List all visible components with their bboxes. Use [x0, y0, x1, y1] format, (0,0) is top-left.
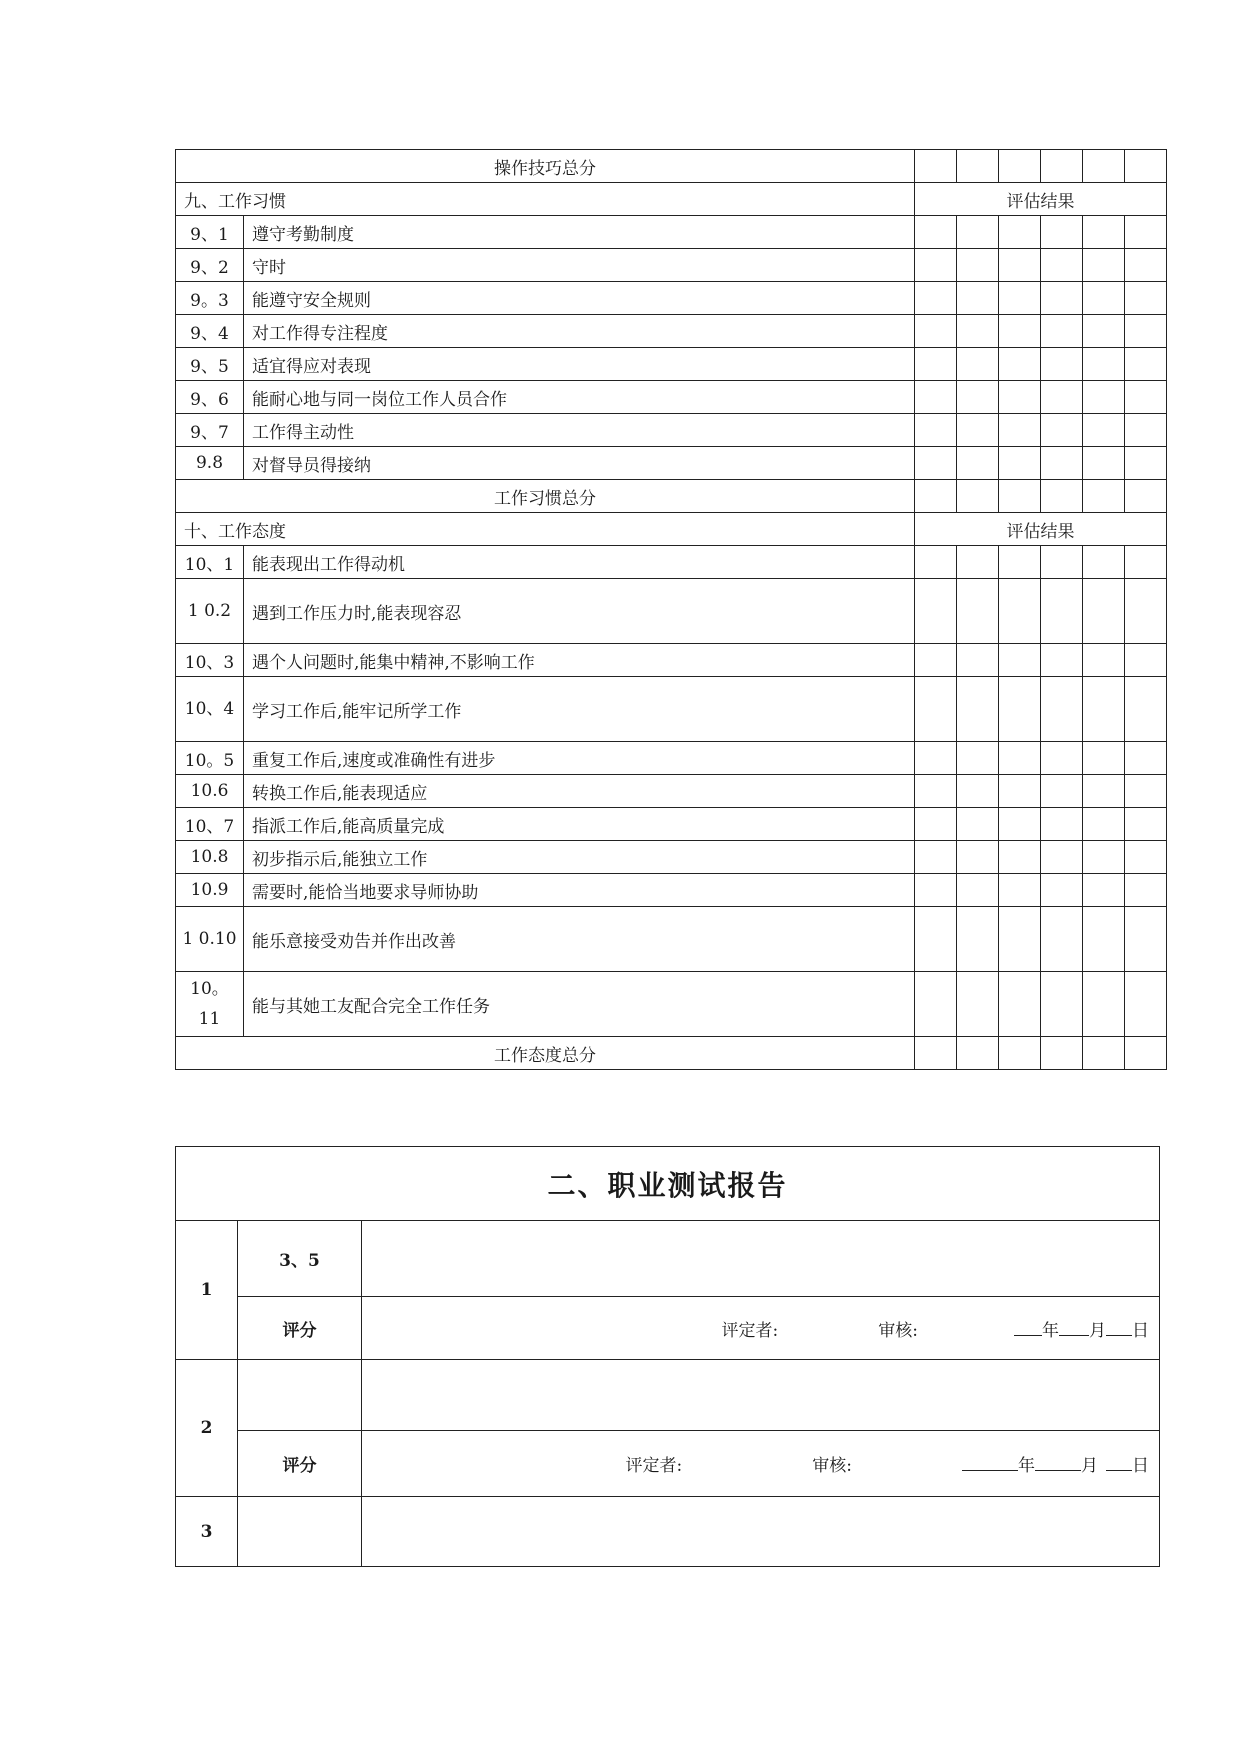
score-cell[interactable]: [915, 546, 957, 579]
score-cell[interactable]: [915, 216, 957, 249]
criteria-text: 能遵守安全规则: [244, 282, 915, 315]
score-cell[interactable]: [1083, 546, 1125, 579]
criteria-code: 10、3: [176, 644, 244, 677]
criteria-code: 10.6: [176, 775, 244, 808]
score-cell[interactable]: [1041, 414, 1083, 447]
criteria-text: 指派工作后,能高质量完成: [244, 808, 915, 841]
criteria-row: [176, 874, 1167, 907]
score-cell[interactable]: [999, 348, 1041, 381]
attitude-heading: 十、工作态度: [176, 513, 915, 546]
year-label: 年: [1042, 1320, 1060, 1341]
score-cell: [1041, 480, 1083, 513]
criteria-text: 对督导员得接纳: [244, 447, 915, 480]
report-score-row-2: [176, 1431, 1160, 1497]
score-cell[interactable]: [999, 447, 1041, 480]
score-cell[interactable]: [1041, 808, 1083, 841]
score-cell[interactable]: [1041, 546, 1083, 579]
criteria-code: 9、6: [176, 381, 244, 414]
report-item-code: 3、5: [238, 1221, 362, 1297]
report-row-1: [176, 1221, 1160, 1297]
score-cell[interactable]: [957, 808, 999, 841]
score-cell[interactable]: [957, 579, 999, 644]
score-cell[interactable]: [957, 447, 999, 480]
habits-heading-row: [176, 183, 1167, 216]
score-cell[interactable]: [999, 808, 1041, 841]
score-cell[interactable]: [999, 414, 1041, 447]
score-cell[interactable]: [915, 841, 957, 874]
score-cell[interactable]: [1125, 414, 1167, 447]
score-cell[interactable]: [1041, 644, 1083, 677]
score-cell[interactable]: [957, 315, 999, 348]
signature-line: [362, 1431, 1160, 1497]
score-cell[interactable]: [999, 249, 1041, 282]
report-row-number: 1: [176, 1221, 238, 1360]
score-cell[interactable]: [999, 381, 1041, 414]
score-cell[interactable]: [1125, 447, 1167, 480]
score-cell[interactable]: [1125, 972, 1167, 1037]
score-cell[interactable]: [1041, 972, 1083, 1037]
score-cell[interactable]: [1083, 742, 1125, 775]
score-cell[interactable]: [957, 414, 999, 447]
criteria-text: 重复工作后,速度或准确性有进步: [244, 742, 915, 775]
criteria-row: [176, 579, 1167, 644]
reviewer-label: 审核:: [812, 1456, 853, 1476]
score-cell[interactable]: [1083, 775, 1125, 808]
criteria-code: 9、1: [176, 216, 244, 249]
month-label: 月: [1081, 1456, 1099, 1476]
score-cell[interactable]: [999, 742, 1041, 775]
criteria-row: [176, 546, 1167, 579]
attitude-total-label: 工作态度总分: [176, 1037, 915, 1070]
skills-total-label: 操作技巧总分: [176, 150, 915, 183]
score-cell[interactable]: [1083, 808, 1125, 841]
habits-total-row: [176, 480, 1167, 513]
criteria-text: 能乐意接受劝告并作出改善: [244, 907, 915, 972]
criteria-row: [176, 414, 1167, 447]
criteria-code: 10、7: [176, 808, 244, 841]
rater-label: 评定者:: [625, 1456, 683, 1476]
score-cell[interactable]: [999, 315, 1041, 348]
criteria-text: 对工作得专注程度: [244, 315, 915, 348]
score-cell[interactable]: [957, 249, 999, 282]
score-cell[interactable]: [1041, 742, 1083, 775]
score-cell: [1125, 1037, 1167, 1070]
score-cell[interactable]: [957, 775, 999, 808]
score-cell[interactable]: [999, 644, 1041, 677]
score-cell[interactable]: [915, 874, 957, 907]
score-cell[interactable]: [1125, 841, 1167, 874]
score-cell: [1083, 480, 1125, 513]
score-cell[interactable]: [999, 216, 1041, 249]
criteria-row: [176, 677, 1167, 742]
criteria-row: [176, 972, 1167, 1037]
criteria-row: [176, 742, 1167, 775]
score-cell[interactable]: [915, 381, 957, 414]
habits-items: [176, 216, 1167, 480]
criteria-text: 能与其她工友配合完全工作任务: [244, 972, 915, 1037]
year-label: 年: [1018, 1456, 1036, 1476]
score-cell[interactable]: [1041, 381, 1083, 414]
report-content-cell: [362, 1497, 1160, 1567]
attitude-items: [176, 546, 1167, 1037]
criteria-code: 9、5: [176, 348, 244, 381]
score-cell[interactable]: [1041, 907, 1083, 972]
criteria-row: [176, 348, 1167, 381]
criteria-row: [176, 841, 1167, 874]
score-cell[interactable]: [1083, 677, 1125, 742]
score-cell: [1041, 150, 1083, 183]
score-label: 评分: [238, 1297, 362, 1360]
criteria-row: [176, 315, 1167, 348]
score-cell[interactable]: [1125, 742, 1167, 775]
score-cell: [1125, 150, 1167, 183]
score-cell[interactable]: [915, 972, 957, 1037]
score-cell[interactable]: [1083, 249, 1125, 282]
score-cell[interactable]: [1041, 249, 1083, 282]
score-cell[interactable]: [1125, 579, 1167, 644]
score-cell[interactable]: [957, 348, 999, 381]
report-item-code: [238, 1360, 362, 1431]
score-cell[interactable]: [1083, 348, 1125, 381]
score-cell[interactable]: [1125, 644, 1167, 677]
score-cell: [915, 480, 957, 513]
criteria-text: 适宜得应对表现: [244, 348, 915, 381]
score-cell[interactable]: [957, 907, 999, 972]
score-cell[interactable]: [1083, 216, 1125, 249]
attitude-heading-row: [176, 513, 1167, 546]
criteria-row: [176, 216, 1167, 249]
score-cell[interactable]: [1125, 775, 1167, 808]
score-cell[interactable]: [1125, 315, 1167, 348]
criteria-code: 10、1: [176, 546, 244, 579]
attitude-result-label: 评估结果: [915, 513, 1167, 546]
score-cell[interactable]: [1083, 282, 1125, 315]
score-cell[interactable]: [915, 579, 957, 644]
score-cell[interactable]: [915, 249, 957, 282]
day-label: 日: [1132, 1456, 1150, 1476]
score-cell: [1083, 1037, 1125, 1070]
score-cell[interactable]: [999, 282, 1041, 315]
criteria-text: 能表现出工作得动机: [244, 546, 915, 579]
score-cell[interactable]: [957, 742, 999, 775]
score-cell[interactable]: [1083, 447, 1125, 480]
criteria-row: [176, 644, 1167, 677]
score-cell[interactable]: [1125, 282, 1167, 315]
criteria-code: 10、4: [176, 677, 244, 742]
score-cell[interactable]: [999, 579, 1041, 644]
criteria-code: 10。5: [176, 742, 244, 775]
score-cell[interactable]: [1041, 841, 1083, 874]
score-cell: [999, 1037, 1041, 1070]
report-item-code-cell: [238, 1497, 362, 1567]
criteria-code: 9。3: [176, 282, 244, 315]
criteria-text: 能耐心地与同一岗位工作人员合作: [244, 381, 915, 414]
score-cell[interactable]: [1083, 874, 1125, 907]
score-cell[interactable]: [999, 907, 1041, 972]
year-blank[interactable]: [962, 1454, 1018, 1471]
score-cell[interactable]: [915, 414, 957, 447]
score-cell[interactable]: [915, 447, 957, 480]
score-cell[interactable]: [1125, 546, 1167, 579]
score-cell[interactable]: [1125, 348, 1167, 381]
score-cell[interactable]: [999, 874, 1041, 907]
criteria-text: 工作得主动性: [244, 414, 915, 447]
score-cell[interactable]: [915, 775, 957, 808]
score-cell[interactable]: [1125, 249, 1167, 282]
score-cell[interactable]: [915, 644, 957, 677]
criteria-text: 遵守考勤制度: [244, 216, 915, 249]
score-cell[interactable]: [1083, 841, 1125, 874]
criteria-row: [176, 808, 1167, 841]
score-cell: [999, 480, 1041, 513]
criteria-text: 学习工作后,能牢记所学工作: [244, 677, 915, 742]
criteria-code: 9、4: [176, 315, 244, 348]
score-cell[interactable]: [957, 874, 999, 907]
habits-heading: 九、工作习惯: [176, 183, 915, 216]
day-blank[interactable]: [1106, 1319, 1132, 1336]
criteria-code: 1 0.10: [176, 907, 244, 972]
report-content-cell: [362, 1221, 1160, 1297]
report-title-row: [176, 1147, 1160, 1221]
criteria-row: [176, 447, 1167, 480]
score-cell[interactable]: [957, 546, 999, 579]
score-cell: [1125, 480, 1167, 513]
month-label: 月: [1089, 1320, 1107, 1341]
criteria-text: 转换工作后,能表现适应: [244, 775, 915, 808]
criteria-code: 9、2: [176, 249, 244, 282]
score-cell[interactable]: [1083, 414, 1125, 447]
reviewer-label: 审核:: [878, 1320, 919, 1341]
criteria-row: [176, 282, 1167, 315]
skills-total-row: [176, 150, 1167, 183]
criteria-text: 遇个人问题时,能集中精神,不影响工作: [244, 644, 915, 677]
score-cell: [957, 480, 999, 513]
vocational-test-report: [175, 1146, 1160, 1567]
score-cell[interactable]: [999, 841, 1041, 874]
criteria-text: 守时: [244, 249, 915, 282]
evaluation-table: [175, 149, 1167, 1070]
score-cell[interactable]: [957, 644, 999, 677]
report-row-number: 2: [176, 1360, 238, 1497]
report-row-2: [176, 1360, 1160, 1431]
report-score-row-1: [176, 1297, 1160, 1360]
score-cell[interactable]: [1125, 677, 1167, 742]
score-cell[interactable]: [1125, 381, 1167, 414]
report-row-number: 3: [176, 1497, 238, 1567]
score-cell[interactable]: [1041, 216, 1083, 249]
score-cell[interactable]: [1083, 972, 1125, 1037]
score-cell[interactable]: [1041, 282, 1083, 315]
score-cell[interactable]: [957, 677, 999, 742]
criteria-row: [176, 249, 1167, 282]
score-cell: [957, 150, 999, 183]
criteria-code: 9.8: [176, 447, 244, 480]
score-cell[interactable]: [999, 775, 1041, 808]
score-cell[interactable]: [957, 972, 999, 1037]
habits-total-label: 工作习惯总分: [176, 480, 915, 513]
score-cell[interactable]: [915, 907, 957, 972]
criteria-code: 10.9: [176, 874, 244, 907]
year-blank[interactable]: [1014, 1319, 1042, 1336]
habits-result-label: 评估结果: [915, 183, 1167, 216]
month-blank[interactable]: [1059, 1319, 1089, 1336]
score-cell[interactable]: [915, 348, 957, 381]
score-cell: [915, 150, 957, 183]
score-cell[interactable]: [1041, 447, 1083, 480]
score-cell[interactable]: [1125, 874, 1167, 907]
score-cell[interactable]: [1041, 874, 1083, 907]
criteria-text: 初步指示后,能独立工作: [244, 841, 915, 874]
score-cell: [915, 1037, 957, 1070]
criteria-row: [176, 775, 1167, 808]
score-cell[interactable]: [1041, 348, 1083, 381]
score-cell[interactable]: [915, 315, 957, 348]
score-cell[interactable]: [1083, 907, 1125, 972]
score-cell[interactable]: [957, 216, 999, 249]
score-cell[interactable]: [1125, 907, 1167, 972]
criteria-row: [176, 907, 1167, 972]
criteria-code: 9、7: [176, 414, 244, 447]
criteria-row: [176, 381, 1167, 414]
score-cell[interactable]: [957, 282, 999, 315]
score-cell: [999, 150, 1041, 183]
attitude-total-row: [176, 1037, 1167, 1070]
score-cell[interactable]: [999, 546, 1041, 579]
criteria-code: 10.8: [176, 841, 244, 874]
score-cell[interactable]: [1083, 315, 1125, 348]
criteria-code: 10。11: [176, 972, 244, 1037]
day-blank[interactable]: [1106, 1454, 1132, 1471]
score-cell[interactable]: [1083, 381, 1125, 414]
score-cell[interactable]: [1041, 579, 1083, 644]
score-cell[interactable]: [957, 841, 999, 874]
score-cell[interactable]: [915, 677, 957, 742]
report-content-cell: [362, 1360, 1160, 1431]
score-cell[interactable]: [1041, 315, 1083, 348]
score-cell[interactable]: [1125, 216, 1167, 249]
score-cell[interactable]: [999, 972, 1041, 1037]
day-label: 日: [1132, 1320, 1150, 1341]
score-cell[interactable]: [915, 808, 957, 841]
signature-line: [362, 1297, 1160, 1360]
score-cell[interactable]: [1125, 808, 1167, 841]
score-cell[interactable]: [915, 742, 957, 775]
score-cell[interactable]: [915, 282, 957, 315]
rater-label: 评定者:: [721, 1320, 779, 1341]
score-cell[interactable]: [957, 381, 999, 414]
score-cell[interactable]: [1083, 579, 1125, 644]
score-cell[interactable]: [999, 677, 1041, 742]
score-label: 评分: [238, 1431, 362, 1497]
score-cell: [1083, 150, 1125, 183]
score-cell[interactable]: [1041, 775, 1083, 808]
criteria-text: 遇到工作压力时,能表现容忍: [244, 579, 915, 644]
report-row-3: [176, 1497, 1160, 1567]
criteria-text: 需要时,能恰当地要求导师协助: [244, 874, 915, 907]
report-title: 二、职业测试报告: [176, 1147, 1160, 1221]
score-cell[interactable]: [1083, 644, 1125, 677]
score-cell[interactable]: [1041, 677, 1083, 742]
month-blank[interactable]: [1035, 1454, 1081, 1471]
score-cell: [1041, 1037, 1083, 1070]
criteria-code: 1 0.2: [176, 579, 244, 644]
score-cell: [957, 1037, 999, 1070]
